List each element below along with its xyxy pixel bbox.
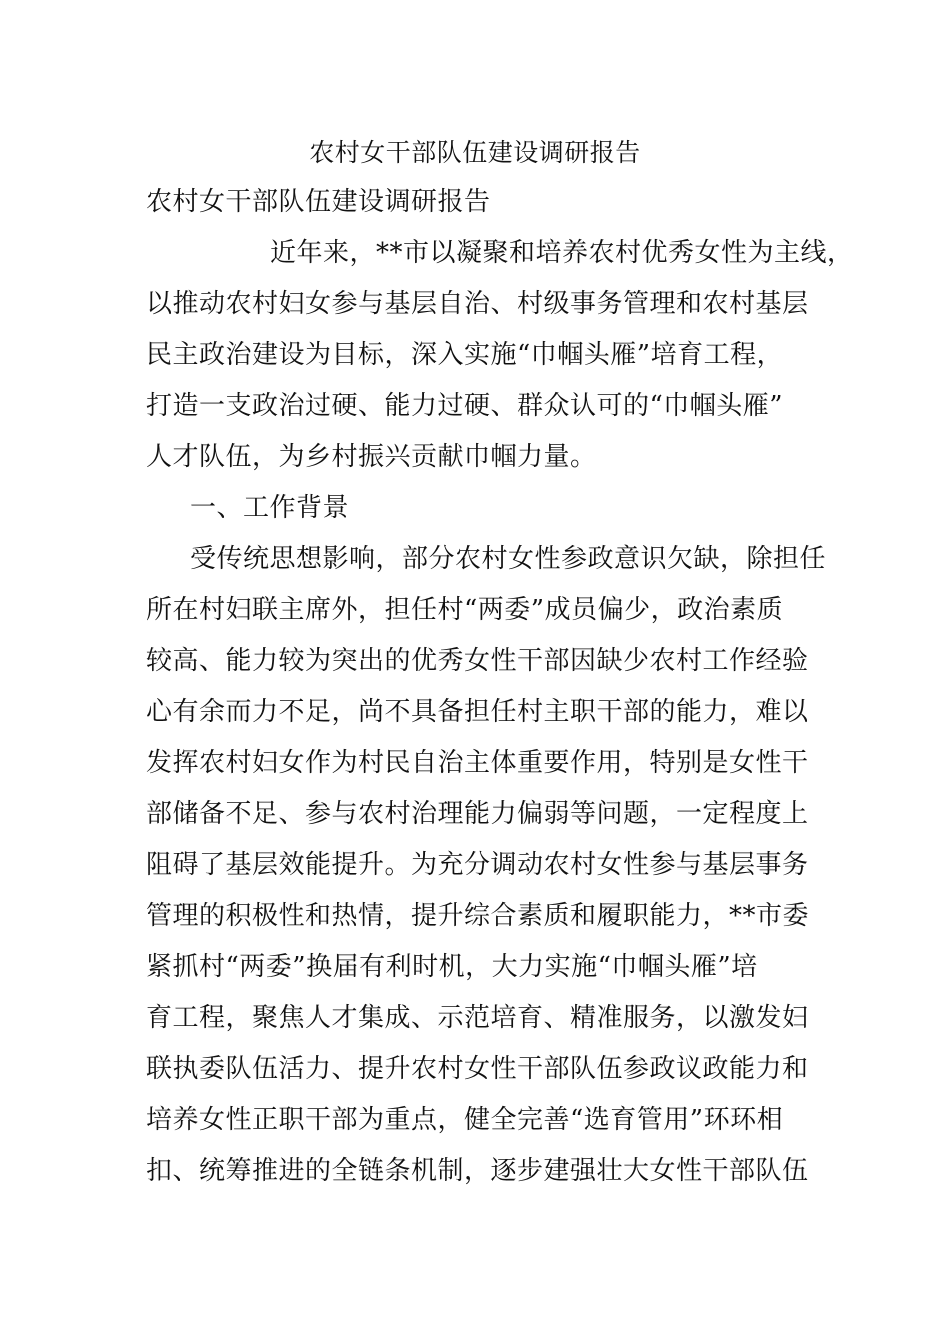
body-line: 心有余而力不足，尚不具备担任村主职干部的能力，难以 xyxy=(146,697,809,727)
document-title: 农村女干部队伍建设调研报告 xyxy=(309,138,641,167)
intro-line: 近年来，**市以凝聚和培养农村优秀女性为主线， xyxy=(270,238,854,268)
section-heading: 一、工作背景 xyxy=(190,493,350,523)
body-line: 紧抓村“两委”换届有利时机，大力实施“巾帼头雁”培 xyxy=(146,952,758,982)
body-line: 较高、能力较为突出的优秀女性干部因缺少农村工作经验 xyxy=(146,646,809,676)
body-line: 联执委队伍活力、提升农村女性干部队伍参政议政能力和 xyxy=(146,1054,809,1084)
body-line: 部储备不足、参与农村治理能力偏弱等问题，一定程度上 xyxy=(146,799,809,829)
intro-line: 民主政治建设为目标，深入实施“巾帼头雁”培育工程， xyxy=(146,340,784,370)
body-line: 育工程，聚焦人才集成、示范培育、精准服务，以激发妇 xyxy=(146,1003,809,1033)
body-line: 扣、统筹推进的全链条机制，逐步建强壮大女性干部队伍 xyxy=(146,1156,809,1186)
body-line: 受传统思想影响，部分农村女性参政意识欠缺，除担任 xyxy=(190,544,827,574)
body-line: 阻碍了基层效能提升。为充分调动农村女性参与基层事务 xyxy=(146,850,809,880)
document-subtitle: 农村女干部队伍建设调研报告 xyxy=(146,187,491,217)
intro-line: 打造一支政治过硬、能力过硬、群众认可的“巾帼头雁” xyxy=(146,391,784,421)
body-line: 管理的积极性和热情，提升综合素质和履职能力，**市委 xyxy=(146,901,810,931)
intro-line: 以推动农村妇女参与基层自治、村级事务管理和农村基层 xyxy=(146,289,809,319)
intro-line: 人才队伍，为乡村振兴贡献巾帼力量。 xyxy=(146,442,597,472)
body-line: 培养女性正职干部为重点，健全完善“选育管用”环环相 xyxy=(146,1105,784,1135)
body-line: 所在村妇联主席外，担任村“两委”成员偏少，政治素质 xyxy=(146,595,784,625)
body-line: 发挥农村妇女作为村民自治主体重要作用，特别是女性干 xyxy=(146,748,809,778)
